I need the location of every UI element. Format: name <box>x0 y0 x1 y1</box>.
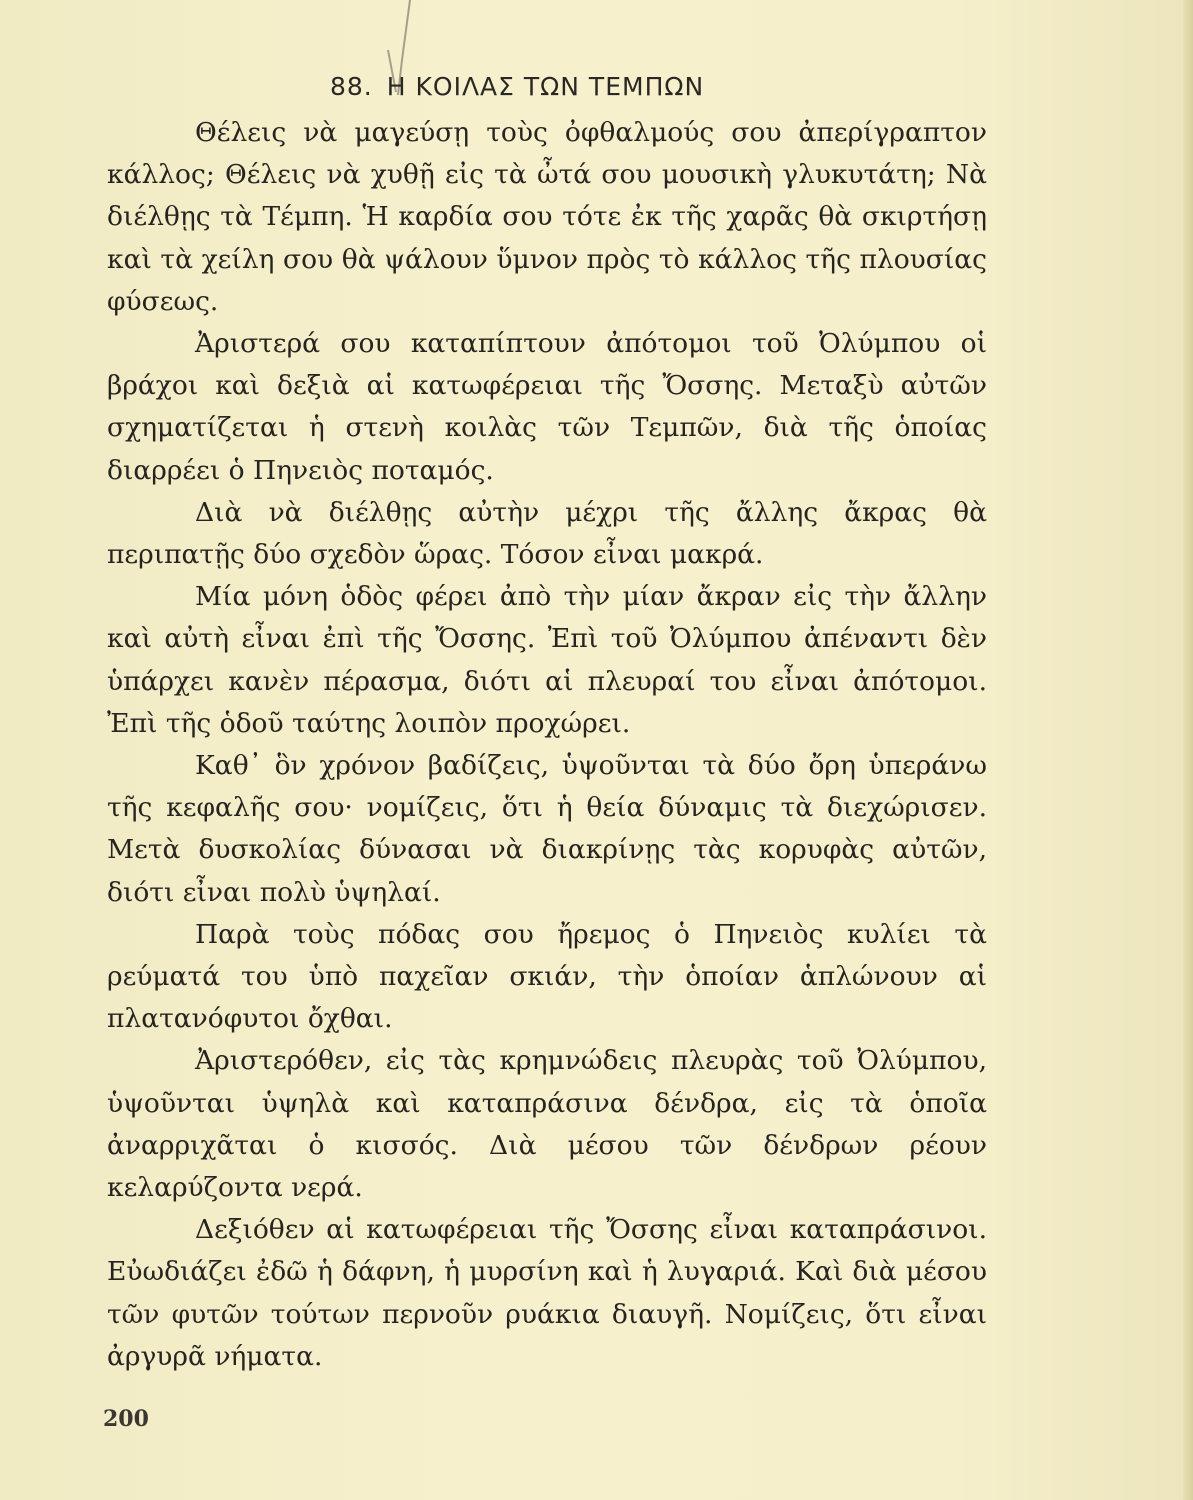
paragraph: Παρὰ τοὺς πόδας σου ἤρεμος ὁ Πηνειὸς κυλίει τὰ ρεύματά του ὑπὸ παχεῖαν σκιάν, τὴν ὁποίαν ἁπλώνουν αἱ πλατανόφυτοι ὄχθαι. <box>107 918 987 1035</box>
page-heading <box>330 72 850 112</box>
paragraph: Καθ᾿ ὃν χρόνον βαδίζεις, ὑψοῦνται τὰ δύο ὄρη ὑπεράνω τῆς κεφαλῆς σου· νομίζεις, ὅτι ἡ θεία δύναμις τὰ διεχώρισεν. Μετὰ δυσκολίας δύνασαι νὰ διακρίνῃς τὰς κορυφὰς αὐτῶν, διότι εἶναι πολὺ ὑψηλαί. <box>107 750 987 908</box>
chapter-title: Η ΚΟΙΛΑΣ ΤΩΝ ΤΕΜΠΩΝ <box>386 72 705 101</box>
header-page-number: 88. <box>330 72 373 101</box>
paragraph: Ἀριστερόθεν, εἰς τὰς κρημνώδεις πλευρὰς τοῦ Ὀλύμπου, ὑψοῦνται ὑψηλὰ καὶ καταπράσινα δένδρα, εἰς τὰ ὁποῖα ἀναρριχᾶται ὁ κισσός. Διὰ μέσου τῶν δένδρων ρέουν κελαρύζοντα νερά. <box>107 1045 987 1204</box>
paragraph: Μία μόνη ὁδὸς φέρει ἀπὸ τὴν μίαν ἄκραν εἰς τὴν ἄλλην καὶ αὐτὴ εἶναι ἐπὶ τῆς Ὄσσης. Ἐπὶ τοῦ Ὀλύμπου ἀπέναντι δὲν ὑπάρχει κανὲν πέρασμα, διότι αἱ πλευραί του εἶναι ἀπότομοι. Ἐπὶ τῆς ὁδοῦ ταύτης λοιπὸν προχώρει. <box>107 581 987 739</box>
footer-page-number: 200 <box>103 1406 149 1432</box>
paragraph: Διὰ νὰ διέλθῃς αὐτὴν μέχρι τῆς ἄλλης ἄκρας θὰ περιπατῇς δύο σχεδὸν ὥρας. Τόσον εἶναι μακρά. <box>107 496 987 571</box>
paragraph: Δεξιόθεν αἱ κατωφέρειαι τῆς Ὄσσης εἶναι καταπράσινοι. Εὐωδιάζει ἐδῶ ἡ δάφνη, ἡ μυρσίνη καὶ ἡ λυγαριά. Καὶ διὰ μέσου τῶν φυτῶν τούτων περνοῦν ρυάκια διαυγῆ. Νομίζεις, ὅτι εἶναι ἀργυρᾶ νήματα. <box>107 1214 987 1372</box>
page-edge-shadow <box>1183 0 1193 1500</box>
body-text <box>107 112 987 1378</box>
paragraph: Ἀριστερά σου καταπίπτουν ἀπότομοι τοῦ Ὀλύμπου οἱ βράχοι καὶ δεξιὰ αἱ κατωφέρειαι τῆς Ὄσσης. Μεταξὺ αὐτῶν σχηματίζεται ἡ στενὴ κοιλὰς τῶν Τεμπῶν, διὰ τῆς ὁποίας διαρρέει ὁ Πηνειὸς ποταμός. <box>107 328 987 486</box>
paragraph: Θέλεις νὰ μαγεύσῃ τοὺς ὀφθαλμούς σου ἀπερίγραπτον κάλλος; Θέλεις νὰ χυθῇ εἰς τὰ ὦτά σου μουσικὴ γλυκυτάτη; Νὰ διέλθῃς τὰ Τέμπη. Ἡ καρδία σου τότε ἐκ τῆς χαρᾶς θὰ σκιρτήσῃ καὶ τὰ χείλη σου θὰ ψάλουν ὕμνον πρὸς τὸ κάλλος τῆς πλουσίας φύσεως. <box>107 117 987 317</box>
